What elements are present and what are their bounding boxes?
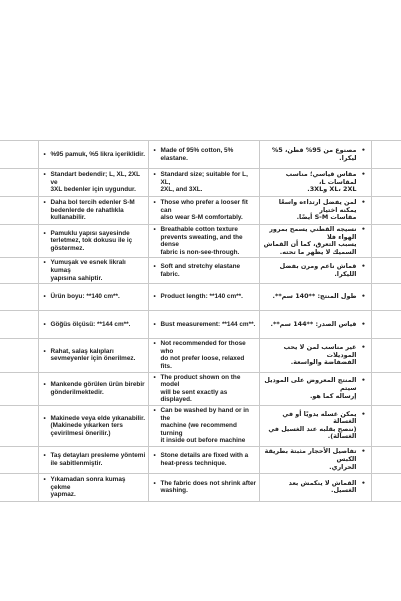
row-end-cell: [371, 473, 401, 501]
turkish-text: Rahat, salaş kalıpları sevmeyenler için önerilmez.: [50, 347, 136, 363]
turkish-text: Yıkamadan sonra kumaş çekme yapmaz.: [50, 475, 126, 499]
arabic-text: يمكن غسله يدويًا أو في الغسالة (ننصح بقلبه عند الغسيل في الغسالة).: [268, 409, 357, 441]
bullet-icon: •: [361, 409, 366, 418]
turkish-text: Mankende görülen ürün birebir gönderilmektedir.: [50, 381, 145, 396]
english-text: Product length: **140 cm**.: [160, 293, 243, 301]
english-text: The product shown on the model will be sent exactly as displayed.: [160, 373, 241, 404]
arabic-text: طول المنتج: **140 سم**.: [272, 292, 357, 301]
bullet-icon: •: [43, 171, 46, 179]
bullet-icon: •: [43, 293, 46, 301]
bullet-icon: •: [43, 199, 46, 207]
row-spacer-cell: [0, 225, 38, 258]
bullet-icon: •: [361, 342, 366, 351]
arabic-text: القماش لا ينكمش بعد الغسيل.: [288, 478, 357, 495]
turkish-cell: [38, 339, 148, 372]
product-info-rows: [0, 141, 401, 502]
arabic-cell: [259, 311, 371, 339]
bullet-icon: •: [43, 452, 46, 460]
english-cell: [148, 473, 259, 501]
turkish-text: Standart bedendir; L, XL, 2XL ve 3XL bedenler için uygundur.: [50, 171, 140, 194]
english-text: Can be washed by hand or in the machine (we recommend turning it inside out before machine: [160, 406, 249, 445]
bullet-icon: •: [153, 171, 156, 179]
table-row: [0, 446, 401, 473]
bullet-icon: •: [153, 373, 156, 381]
row-spacer-cell: [0, 339, 38, 372]
bullet-icon: •: [361, 447, 366, 456]
english-text: Breathable cotton texture prevents sweating, and the dense fabric is non-see-through.: [160, 226, 243, 256]
turkish-text: Yumuşak ve esnek likralı kumaş yapısına sahiptir.: [50, 259, 126, 282]
bullet-icon: •: [43, 381, 46, 389]
bullet-icon: •: [153, 340, 156, 348]
table-row: [0, 405, 401, 446]
row-spacer-cell: [0, 169, 38, 197]
bullet-icon: •: [361, 262, 366, 271]
bullet-icon: •: [361, 376, 366, 385]
arabic-cell: [259, 446, 371, 473]
table-row: [0, 141, 401, 169]
row-spacer-cell: [0, 372, 38, 405]
english-text: Soft and stretchy elastane fabric.: [160, 263, 241, 278]
english-text: Bust measurement: **144 cm**.: [160, 320, 256, 328]
turkish-text: Göğüs ölçüsü: **144 cm**.: [50, 320, 131, 328]
arabic-text: قماش ناعم ومرن بفضل الليكرا.: [279, 262, 357, 278]
row-end-cell: [371, 258, 401, 284]
bullet-icon: •: [153, 320, 156, 328]
row-end-cell: [371, 284, 401, 311]
turkish-text: %95 pamuk, %5 likra içeriklidir.: [50, 150, 145, 158]
turkish-text: Ürün boyu: **140 cm**.: [50, 293, 120, 301]
bullet-icon: •: [153, 263, 156, 271]
bullet-icon: •: [43, 347, 46, 355]
row-end-cell: [371, 405, 401, 446]
row-end-cell: [371, 372, 401, 405]
bullet-icon: •: [361, 225, 366, 233]
row-end-cell: [371, 339, 401, 372]
english-cell: [148, 141, 259, 169]
english-text: Those who prefer a looser fit can also wear S-M comfortably.: [160, 199, 248, 222]
arabic-cell: [259, 405, 371, 446]
product-info-sheet: [0, 140, 401, 502]
english-cell: [148, 197, 259, 225]
row-end-cell: [371, 446, 401, 473]
arabic-text: لمن يفضل ارتداءه واسعًا يمكنه اختيار مقاسات S-M أيضًا.: [278, 198, 357, 222]
row-end-cell: [371, 141, 401, 169]
product-info-table: [0, 140, 401, 502]
english-text: The fabric does not shrink after washing.: [160, 479, 257, 495]
arabic-cell: [259, 372, 371, 405]
turkish-cell: [38, 473, 148, 501]
turkish-cell: [38, 258, 148, 284]
row-spacer-cell: [0, 284, 38, 311]
english-cell: [148, 169, 259, 197]
turkish-cell: [38, 197, 148, 225]
turkish-cell: [38, 446, 148, 473]
row-end-cell: [371, 225, 401, 258]
bullet-icon: •: [361, 198, 366, 207]
bullet-icon: •: [43, 229, 46, 237]
row-spacer-cell: [0, 473, 38, 501]
table-row: [0, 372, 401, 405]
turkish-cell: [38, 169, 148, 197]
turkish-text: Makinede veya elde yıkanabilir. (Makinede yıkarken ters çevirilmesi önerilir.): [50, 414, 145, 437]
table-row: [0, 197, 401, 225]
bullet-icon: •: [43, 320, 46, 328]
bullet-icon: •: [361, 170, 366, 179]
arabic-text: نسيجه القطني يسمح بمرور الهواء فلا يسبب التعرق، كما أن القماش السميك لا يظهر ما تحته.: [263, 225, 357, 256]
arabic-text: قياس الصدر: **144 سم**.: [270, 319, 357, 328]
arabic-cell: [259, 197, 371, 225]
turkish-cell: [38, 225, 148, 258]
english-text: Not recommended for those who do not prefer loose, relaxed fits.: [160, 340, 246, 370]
bullet-icon: •: [43, 414, 46, 422]
bullet-icon: •: [43, 150, 46, 158]
arabic-cell: [259, 284, 371, 311]
row-end-cell: [371, 197, 401, 225]
arabic-cell: [259, 339, 371, 372]
bullet-icon: •: [43, 259, 46, 267]
arabic-text: مصنوع من 95% قطن، 5% ليكرا.: [271, 145, 357, 162]
arabic-cell: [259, 141, 371, 169]
row-spacer-cell: [0, 405, 38, 446]
table-row: [0, 473, 401, 501]
table-row: [0, 339, 401, 372]
bullet-icon: •: [361, 478, 366, 487]
turkish-cell: [38, 311, 148, 339]
row-spacer-cell: [0, 446, 38, 473]
arabic-text: غير مناسب لمن لا يحب الموديلات الفضفاضة والواسعة.: [283, 342, 357, 367]
turkish-text: Pamuklu yapısı sayesinde terletmez, tok dokusu ile iç göstermez.: [50, 229, 133, 252]
bullet-icon: •: [153, 199, 156, 207]
table-row: [0, 284, 401, 311]
english-cell: [148, 284, 259, 311]
arabic-text: تفاصيل الأحجار مثبتة بطريقة الكبس الحراري.: [264, 447, 357, 471]
row-spacer-cell: [0, 197, 38, 225]
english-text: Stone details are fixed with a heat-press technique.: [160, 452, 249, 467]
english-cell: [148, 372, 259, 405]
table-row: [0, 225, 401, 258]
english-cell: [148, 339, 259, 372]
english-cell: [148, 446, 259, 473]
english-cell: [148, 258, 259, 284]
bullet-icon: •: [43, 475, 46, 483]
row-end-cell: [371, 311, 401, 339]
bullet-icon: •: [153, 226, 156, 233]
bullet-icon: •: [153, 479, 156, 487]
turkish-cell: [38, 141, 148, 169]
arabic-cell: [259, 473, 371, 501]
row-end-cell: [371, 169, 401, 197]
bullet-icon: •: [153, 406, 156, 414]
arabic-cell: [259, 225, 371, 258]
english-cell: [148, 225, 259, 258]
arabic-text: مقاس قياسي؛ مناسب لمقاسات L، XL، 2XL و3XL.: [285, 170, 357, 194]
row-spacer-cell: [0, 311, 38, 339]
turkish-cell: [38, 405, 148, 446]
bullet-icon: •: [361, 292, 366, 301]
table-row: [0, 311, 401, 339]
turkish-text: Daha bol tercih edenler S-M bedenlerde de rahatlıkla kullanabilir.: [50, 199, 135, 222]
arabic-cell: [259, 169, 371, 197]
row-spacer-cell: [0, 258, 38, 284]
english-cell: [148, 405, 259, 446]
turkish-cell: [38, 372, 148, 405]
table-row: [0, 258, 401, 284]
bullet-icon: •: [153, 293, 156, 301]
english-text: Standard size; suitable for L, XL, 2XL, and 3XL.: [160, 171, 248, 194]
bullet-icon: •: [361, 319, 366, 328]
bullet-icon: •: [153, 452, 156, 460]
arabic-text: المنتج المعروض على الموديل سيتم إرساله كما هو.: [264, 376, 357, 400]
table-row: [0, 169, 401, 197]
bullet-icon: •: [361, 145, 366, 154]
arabic-cell: [259, 258, 371, 284]
row-spacer-cell: [0, 141, 38, 169]
english-text: Made of 95% cotton, 5% elastane.: [160, 146, 234, 162]
bullet-icon: •: [153, 146, 156, 154]
english-cell: [148, 311, 259, 339]
turkish-text: Taş detayları presleme yöntemi ile sabitlenmiştir.: [50, 452, 146, 467]
turkish-cell: [38, 284, 148, 311]
